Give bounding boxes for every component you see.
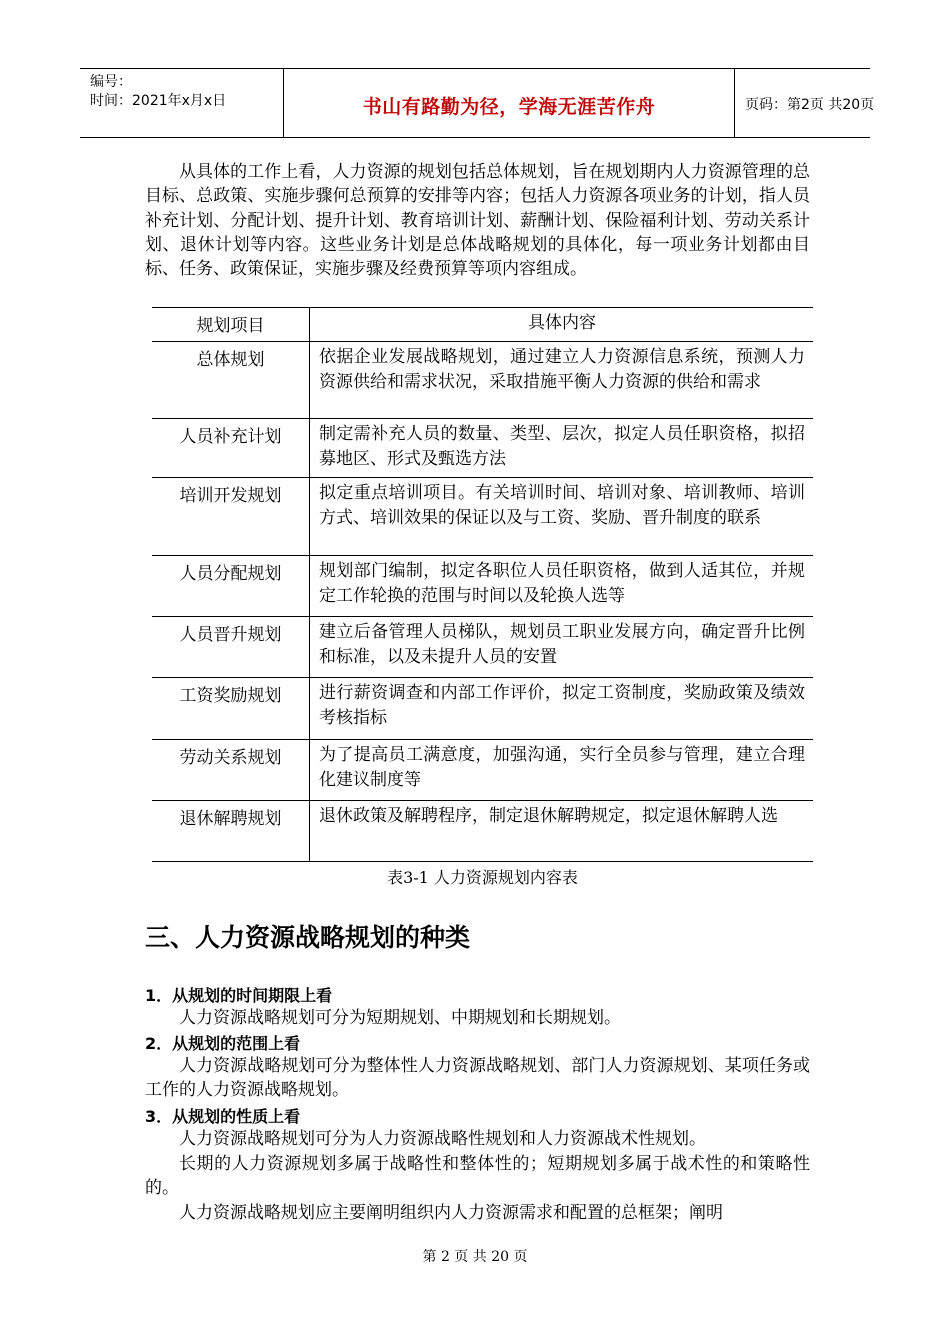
planning-content-table xyxy=(152,307,813,862)
table-cell-content: 依据企业发展战略规划，通过建立人力资源信息系统，预测人力资源供给和需求状况，采取措施平衡人力资源的供给和需求 xyxy=(310,342,814,419)
header-page-cell xyxy=(734,69,875,137)
page-header xyxy=(80,68,875,138)
table-cell-content: 规划部门编制，拟定各职位人员任职资格，做到人适其位，并规定工作轮换的范围与时间以及轮换人选等 xyxy=(310,556,814,617)
table-header-content: 具体内容 xyxy=(310,308,814,342)
table-cell-item: 总体规划 xyxy=(152,342,310,419)
table-cell-content: 为了提高员工满意度，加强沟通，实行全员参与管理，建立合理化建议制度等 xyxy=(310,740,814,801)
table-cell-content: 退休政策及解聘程序，制定退休解聘规定，拟定退休解聘人选 xyxy=(310,801,814,862)
page-footer: 第 2 页 共 20 页 xyxy=(422,1249,528,1265)
table-cell-item: 人员晋升规划 xyxy=(152,617,310,678)
table-header-row xyxy=(152,308,813,342)
subsection-paragraph: 人力资源战略规划可分为整体性人力资源战略规划、部门人力资源规划、某项任务或工作的人力资源战略规划。 xyxy=(145,1056,810,1101)
document-date-label: 时间：2021年x月x日 xyxy=(90,93,227,109)
table-cell-item: 劳动关系规划 xyxy=(152,740,310,801)
subsection-heading: 1．从规划的时间期限上看 xyxy=(145,986,333,1005)
table-cell-item: 退休解聘规划 xyxy=(152,801,310,862)
subsection-paragraph: 人力资源战略规划可分为人力资源战略性规划和人力资源战术性规划。 xyxy=(179,1129,706,1149)
header-motto: 书山有路勤为径，学海无涯苦作舟 xyxy=(362,96,656,118)
header-page-number: 页码：第2页 共20页 xyxy=(745,97,875,113)
table-row xyxy=(152,617,813,678)
table-cell-content: 制定需补充人员的数量、类型、层次，拟定人员任职资格，拟招募地区、形式及甄选方法 xyxy=(310,419,814,478)
table-cell-item: 人员补充计划 xyxy=(152,419,310,478)
section-heading: 三、人力资源战略规划的种类 xyxy=(145,923,471,952)
header-motto-cell xyxy=(283,69,735,137)
table-row xyxy=(152,556,813,617)
table-cell-content: 进行薪资调查和内部工作评价，拟定工资制度，奖励政策及绩效考核指标 xyxy=(310,678,814,740)
table-cell-content: 建立后备管理人员梯队，规划员工职业发展方向，确定晋升比例和标准，以及未提升人员的安置 xyxy=(310,617,814,678)
intro-paragraph: 从具体的工作上看，人力资源的规划包括总体规划，旨在规划期内人力资源管理的总目标、总政策、实施步骤何总预算的安排等内容；包括人力资源各项业务的计划，指人员补充计划、分配计划、提升计划、教育培训计划、薪酬计划、保险福利计划、劳动关系计划、退休计划等内容。这些业务计划是总体战略规划的具体化，每一项业务计划都由目标、任务、政策保证，实施步骤及经费预算等项内容组成。 xyxy=(145,162,810,280)
table-caption: 表3-1 人力资源规划内容表 xyxy=(387,868,578,887)
table-header-item: 规划项目 xyxy=(152,308,310,342)
table-cell-item: 工资奖励规划 xyxy=(152,678,310,740)
table-row xyxy=(152,419,813,478)
table-cell-item: 人员分配规划 xyxy=(152,556,310,617)
table-cell-item: 培训开发规划 xyxy=(152,478,310,556)
table-row xyxy=(152,342,813,419)
subsection-heading: 3．从规划的性质上看 xyxy=(145,1107,301,1126)
subsection-paragraph: 人力资源战略规划可分为短期规划、中期规划和长期规划。 xyxy=(179,1008,621,1028)
body-paragraph: 长期的人力资源规划多属于战略性和整体性的；短期规划多属于战术性的和策略性的。 xyxy=(145,1154,810,1199)
table-row xyxy=(152,478,813,556)
table-row xyxy=(152,740,813,801)
body-paragraph: 人力资源战略规划应主要阐明组织内人力资源需求和配置的总框架；阐明 xyxy=(179,1203,723,1223)
table-cell-content: 拟定重点培训项目。有关培训时间、培训对象、培训教师、培训方式、培训效果的保证以及与工资、奖励、晋升制度的联系 xyxy=(310,478,814,556)
table-row xyxy=(152,678,813,740)
document-number-label: 编号： xyxy=(90,74,132,90)
table-row xyxy=(152,801,813,862)
subsection-heading: 2．从规划的范围上看 xyxy=(145,1034,301,1053)
header-meta-cell xyxy=(80,69,283,137)
